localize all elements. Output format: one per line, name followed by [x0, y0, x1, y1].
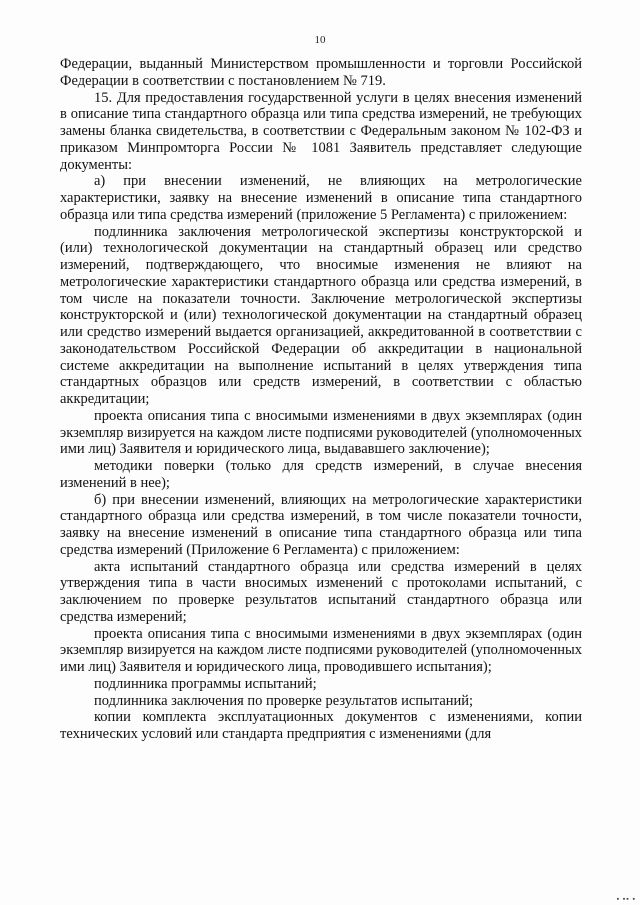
paragraph-10: подлинника программы испытаний; [94, 675, 317, 692]
paragraph-9: проекта описания типа с вносимыми изменениями в двух экземплярах (один экземпляр визируется на каждом листе подписями руководителей (уполномоченных ими лиц) Заявителя и юридического лица, проводившего испытания); [60, 625, 582, 675]
paragraph-7: б) при внесении изменений, влияющих на метрологические характеристики стандартного образца или средства измерений, в том числе показатели точности, заявку на внесение изменений в описание типа стандартного образца или типа средства измерений (Приложение 6 Регламента) с приложением: [60, 491, 582, 558]
page-number: 10 [314, 34, 326, 46]
paragraph-8: акта испытаний стандартного образца или средства измерений в целях утверждения типа в части вносимых изменений с протоколами испытаний, с заключением по проверке результатов испытаний стандартного образца или средства измерений; [60, 558, 582, 625]
paragraph-11: подлинника заключения по проверке результатов испытаний; [94, 692, 474, 709]
document-body [60, 56, 582, 743]
paragraph-12: копии комплекта эксплуатационных документов с изменениями, копии технических условий или стандарта предприятия с изменениями (для [60, 709, 582, 742]
paragraph-1: Федерации, выданный Министерством промышленности и торговли Российской Федерации в соответствии с постановлением № 719. [60, 56, 582, 89]
paragraph-6: методики поверки (только для средств измерений, в случае внесения изменений в нее); [60, 458, 582, 491]
paragraph-2: 15. Для предоставления государственной услуги в целях внесения изменений в описание типа стандартного образца или типа средства измерений, не требующих замены бланка свидетельства, в соответствии с Федеральным законом № 102-ФЗ и приказом Минпромторга России № 1081 Заявитель представляет следующие документы: [60, 89, 582, 173]
paragraph-3: а) при внесении изменений, не влияющих на метрологические характеристики, заявку на внесение изменений в описание типа стандартного образца или типа средства измерений (приложение 5 Регламента) с приложением: [60, 173, 582, 223]
scan-edge-marks: ▪ ▪▪ ▪ [616, 895, 636, 903]
paragraph-4: подлинника заключения метрологической экспертизы конструкторской и (или) технологической документации на стандартный образец или средство измерений, подтверждающего, что вносимые изменения не влияют на метрологические характеристики стандартного образца или средства измерений, в том числе на показатели точности. Заключение метрологической экспертизы конструкторской и (или) технологической документации на стандартный образец или средство измерений выдается организацией, аккредитованной в соответствии с законодательством Российской Федерации об аккредитации в национальной системе аккредитации на выполнение испытаний в целях утверждения типа стандартных образцов или средств измерений, в соответствии с областью аккредитации; [60, 223, 582, 407]
paragraph-5: проекта описания типа с вносимыми изменениями в двух экземплярах (один экземпляр визируется на каждом листе подписями руководителей (уполномоченных ими лиц) Заявителя и юридического лица, выдававшего заключение); [60, 407, 582, 458]
